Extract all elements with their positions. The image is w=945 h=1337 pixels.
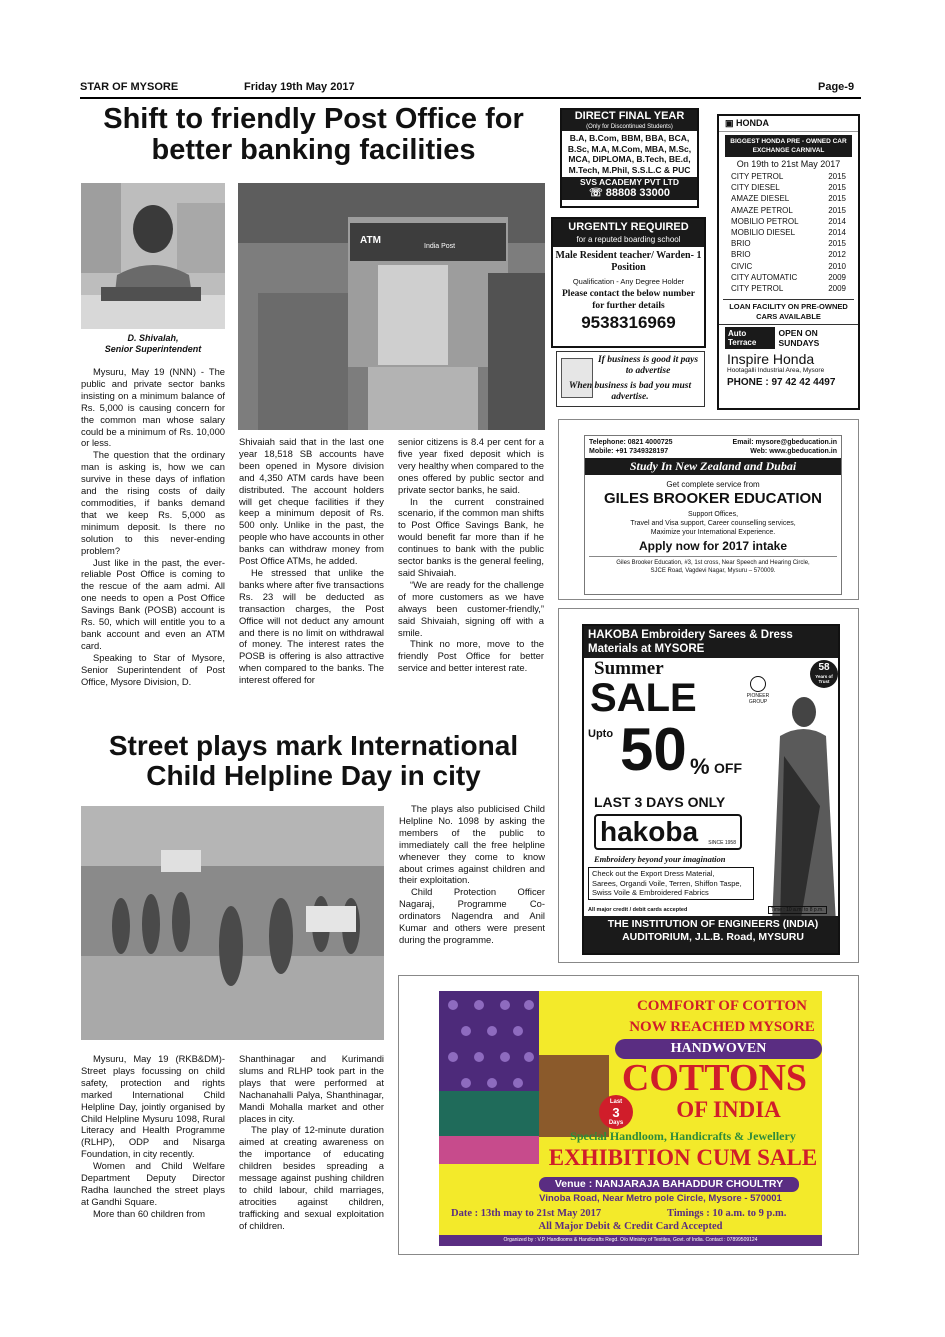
car-model: CITY DIESEL bbox=[731, 183, 780, 193]
giles-email: Email: mysore@gbeducation.in bbox=[732, 439, 837, 446]
ad-warden-contact: Please contact the below number for further details bbox=[562, 289, 695, 311]
article2-paragraph: More than 60 children from bbox=[93, 1207, 206, 1219]
honda-car-row bbox=[731, 193, 846, 204]
ad-warden-qualification: Qualification - Any Degree Holder bbox=[572, 277, 685, 286]
hakoba-years-badge bbox=[810, 660, 838, 688]
ad-svs-courses: B.A, B.Com, BBM, BBA, BCA, B.Sc, M.A, M.Com, MBA, M.Sc, MCA, DIPLOMA, B.Tech, BE.d, M.Tech, M.Phil, S.S.L.C & PUC bbox=[567, 133, 692, 175]
ad-cottons bbox=[398, 975, 859, 1255]
article1-headline-line1: Shift to friendly Post Office for bbox=[103, 103, 524, 135]
giles-support2: Travel and Visa support, Career counselling services, bbox=[630, 520, 796, 527]
honda-car-row bbox=[731, 272, 846, 283]
car-model: MOBILIO DIESEL bbox=[731, 228, 796, 238]
fabric-strip bbox=[439, 1136, 539, 1164]
hakoba-check-box bbox=[588, 867, 754, 900]
hakoba-percent-symbol: % bbox=[690, 754, 710, 779]
article2-headline bbox=[80, 731, 547, 791]
car-year: 2015 bbox=[828, 205, 846, 215]
ad-svs-title: DIRECT FINAL YEAR bbox=[562, 110, 697, 123]
article1-column-2 bbox=[239, 436, 384, 686]
portrait-caption-title: Senior Superintendent bbox=[104, 344, 202, 354]
cotton-cards: All Major Debit & Credit Card Accepted bbox=[538, 1221, 723, 1232]
cotton-last-days-badge bbox=[599, 1095, 633, 1129]
article1-paragraph: Speaking to Star of Mysore, Senior Superintendent of Post Office, Mysore Division, D. bbox=[81, 651, 225, 687]
hakoba-off: OFF bbox=[714, 760, 742, 776]
giles-inner-frame bbox=[584, 435, 842, 595]
car-model: MOBILIO PETROL bbox=[731, 216, 799, 226]
article2-headline-line1: Street plays mark International bbox=[108, 730, 519, 761]
car-year: 2009 bbox=[828, 284, 846, 294]
honda-car-row bbox=[731, 216, 846, 227]
giles-telephone: Telephone: 0821 4000725 bbox=[589, 439, 673, 446]
ad-giles-brooker bbox=[558, 419, 859, 600]
hakoba-cards: All major credit / debit cards accepted bbox=[588, 907, 688, 913]
ad-warden-phone: 9538316969 bbox=[581, 313, 676, 332]
cotton-last-number: 3 bbox=[612, 1105, 620, 1120]
honda-banner: BIGGEST HONDA PRE - OWNED CAR EXCHANGE CARNIVAL bbox=[725, 135, 852, 157]
article2-paragraph: Women and Child Welfare Department Deputy Director Radha launched the street plays at Gandhi Square. bbox=[81, 1160, 225, 1207]
car-year: 2015 bbox=[828, 172, 846, 181]
honda-car-row bbox=[731, 227, 846, 238]
ad-advertise-line1: If business is good it pays to advertise bbox=[597, 355, 699, 376]
honda-dates: On 19th to 21st May 2017 bbox=[736, 159, 841, 169]
giles-support3: Maximize your International Experience. bbox=[650, 529, 776, 536]
article2-paragraph: The plays also publicised Child Helpline No. 1098 by asking the members of the public to immediately call the free helpline whenever they come to know about crimes against children and their exploitation. bbox=[399, 803, 545, 886]
article2-paragraph: Shanthinagar and Kurimandi slums and RLHP took part in the plays that were performed at Nachanahalli Palya, Shanthinagar, Mandi Mohalla market and other places in city. bbox=[239, 1053, 384, 1124]
car-model: AMAZE PETROL bbox=[731, 205, 793, 215]
cotton-cottons: COTTONS bbox=[621, 1057, 808, 1099]
ad-honda bbox=[717, 114, 860, 410]
hakoba-last-days: LAST 3 DAYS ONLY bbox=[594, 794, 726, 810]
car-year: 2009 bbox=[828, 272, 846, 282]
ad-svs-subtitle: (Only for Discontinued Students) bbox=[562, 123, 697, 131]
honda-dealer: Inspire Honda bbox=[727, 351, 815, 368]
ad-warden-role: Male Resident teacher/ Warden- 1 Position bbox=[555, 250, 702, 273]
giles-mobile: Mobile: +91 7349328197 bbox=[589, 448, 669, 455]
honda-car-list bbox=[719, 171, 858, 294]
car-year: 2012 bbox=[828, 250, 846, 260]
ad-hakoba bbox=[558, 608, 859, 963]
honda-car-row bbox=[731, 283, 846, 294]
cotton-line1: COMFORT OF COTTON bbox=[636, 998, 808, 1014]
hakoba-check-line: Swiss Voile & Embroidered Fabrics bbox=[592, 888, 709, 897]
paper-name: STAR OF MYSORE bbox=[80, 81, 179, 93]
article2-column-2 bbox=[239, 1053, 384, 1232]
article2-paragraph: The play of 12-minute duration aimed at creating awareness on the importance of educating children besides spreading a message against pushing children to child labour, child marriages, atrocities against children, trafficking and sexual exploitation of children. bbox=[239, 1124, 384, 1231]
cotton-handwoven: HANDWOVEN bbox=[615, 1039, 822, 1059]
car-year: 2015 bbox=[828, 183, 846, 193]
cotton-special: Special Handloom, Handicrafts & Jewellery bbox=[570, 1129, 796, 1143]
honda-car-row bbox=[731, 238, 846, 249]
article1-column-3 bbox=[398, 436, 544, 674]
model-photo bbox=[760, 686, 840, 924]
giles-contact-row-2 bbox=[585, 447, 841, 458]
portrait-caption bbox=[81, 333, 225, 355]
hakoba-percent: 50 bbox=[620, 716, 687, 783]
cotton-days-text: Days bbox=[608, 1120, 624, 1126]
fabric-photo bbox=[439, 991, 539, 1136]
ad-svs-academy-name: SVS ACADEMY PVT LTD bbox=[562, 177, 697, 187]
article1-paragraph: Just like in the past, the ever-reliable Post Office is coming to the rescue of the aam admi. All one needs to open a Post Office Savings Bank (POSB) account is Rs. 50, which will entitle you to a bank account and even an ATM card. bbox=[81, 556, 225, 651]
article1-paragraph: Mysuru, May 19 (NNN) - The public and private sector banks insisting on a minimum balance of Rs. 5,000 is causing concern for the common man whose salary could be a minimum of Rs. 10,000 or less. bbox=[81, 366, 225, 449]
hakoba-time: Time : 10 a.m. to 8 p.m. bbox=[768, 906, 827, 914]
hakoba-inner-frame bbox=[582, 624, 840, 955]
cotton-date: Date : 13th may to 21st May 2017 bbox=[451, 1208, 602, 1219]
hakoba-summer: Summer bbox=[594, 658, 664, 679]
car-model: BRIO bbox=[731, 239, 751, 249]
ad-warden-title: URGENTLY REQUIRED bbox=[553, 219, 704, 234]
ad-advertise bbox=[556, 351, 705, 407]
cotton-venue: Venue : NANJARAJA BAHADDUR CHOULTRY bbox=[539, 1177, 799, 1192]
car-year: 2014 bbox=[828, 216, 846, 226]
car-model: CITY AUTOMATIC bbox=[731, 272, 798, 282]
hakoba-brand: hakoba bbox=[600, 816, 699, 847]
pioneer-text: PIONEER GROUP bbox=[746, 693, 770, 705]
car-model: CITY PETROL bbox=[731, 284, 784, 294]
honda-car-row bbox=[731, 261, 846, 272]
page-number: Page-9 bbox=[818, 81, 855, 93]
article1-paragraph: Think no more, move to the friendly Post Office for better service and better interest rate. bbox=[398, 638, 544, 674]
article1-paragraph: senior citizens is 8.4 per cent for a five year fixed deposit which is very healthy when compared to the ones offered by public sector and private sector banks, he said. bbox=[398, 436, 544, 495]
honda-open: OPEN ON SUNDAYS bbox=[778, 328, 820, 349]
ad-warden-subtitle: for a reputed boarding school bbox=[553, 234, 704, 247]
header-rule bbox=[80, 97, 861, 99]
hakoba-title2: Materials at MYSORE bbox=[584, 642, 838, 658]
honda-car-row bbox=[731, 205, 846, 216]
article2-paragraph: Child Protection Officer Nagaraj, Programme Co-ordinators Nagendra and Anil Kumar and others were present during the programme. bbox=[399, 886, 545, 945]
giles-banner: Study In New Zealand and Dubai bbox=[585, 458, 841, 475]
portrait-photo bbox=[81, 183, 225, 329]
honda-car-row bbox=[731, 249, 846, 260]
hakoba-check-line: Sarees, Organdi Voile, Terren, Shiffon Taspe, bbox=[592, 878, 742, 888]
portrait-caption-name: D. Shivalah, bbox=[127, 333, 179, 343]
hakoba-years-text: Years of Trust bbox=[815, 674, 833, 684]
hakoba-years-number: 58 bbox=[818, 662, 830, 673]
issue-date: Friday 19th May 2017 bbox=[244, 81, 355, 93]
hakoba-title1: HAKOBA Embroidery Sarees & Dress bbox=[584, 626, 838, 642]
hakoba-check-line: Check out the Export Dress Material, bbox=[592, 869, 715, 878]
giles-address2: SJCE Road, Vagdevi Nagar, Mysuru – 570009. bbox=[650, 568, 776, 574]
article1-paragraph: “We are ready for the challenge of more customers as we have always been customer-friendly,” said Shivaiah, signing off with a smile. bbox=[398, 578, 544, 638]
cotton-exhibition: EXHIBITION CUM SALE bbox=[548, 1145, 818, 1170]
article2-paragraph: Mysuru, May 19 (RKB&DM)- Street plays focussing on child safety, protection and rights marked International Child Helpline Day, jointly organised by Child Helpline Mysuru 1098, Rural Literacy and Health Programme (RLHP), ODP and Nisarga Foundation, in city recently. bbox=[81, 1053, 225, 1160]
honda-brand: HONDA bbox=[736, 118, 770, 128]
car-year: 2015 bbox=[828, 239, 846, 249]
article1-paragraph: He stressed that unlike the banks where after five transactions Rs. 23 will be deducted as transaction charges, the Post Office will not deduct any amount and there is no limit on withdrawal of money. The interest rates the POSB is offering is also attractive when compared to the banks. The interest offered for bbox=[239, 566, 384, 686]
honda-open-row bbox=[719, 324, 858, 351]
article2-headline-line2: Child Helpline Day in city bbox=[146, 760, 481, 792]
giles-name: GILES BROOKER EDUCATION bbox=[603, 490, 823, 507]
article2-right-column bbox=[399, 803, 545, 946]
honda-address: Hootagalli Industrial Area, Mysore bbox=[727, 367, 825, 375]
honda-loan: LOAN FACILITY ON PRE-OWNED CARS AVAILABLE bbox=[723, 299, 854, 322]
giles-contact-row-1 bbox=[585, 436, 841, 447]
ad-svs-phone-number: 88808 33000 bbox=[605, 187, 671, 199]
cotton-inner bbox=[439, 991, 822, 1246]
ad-advertise-line2: When business is bad you must advertise. bbox=[568, 381, 692, 402]
article1-headline-line2: better banking facilities bbox=[151, 134, 476, 167]
honda-car-row bbox=[731, 182, 846, 193]
car-year: 2010 bbox=[828, 261, 846, 271]
honda-logo: ▣ HONDA bbox=[719, 116, 858, 132]
hakoba-logo bbox=[594, 814, 742, 850]
giles-web: Web: www.gbeducation.in bbox=[750, 448, 837, 455]
atm-sign-sublabel: India Post bbox=[424, 243, 456, 250]
hakoba-venue1: THE INSTITUTION OF ENGINEERS (INDIA) bbox=[584, 916, 840, 931]
article1-paragraph: The question that the ordinary man is asking is, how we can survive in these days of inflation and the rising costs of daily commodities, if banks demand that we keep Rs. 5,000 as minimum deposit. Is there no solution to this never-ending problem? bbox=[81, 449, 225, 556]
cotton-line2: NOW REACHED MYSORE bbox=[629, 1019, 815, 1035]
article2-column-1 bbox=[81, 1053, 225, 1220]
honda-car-row bbox=[731, 171, 846, 182]
cotton-road: Vinoba Road, Near Metro pole Circle, Mysore - 570001 bbox=[539, 1193, 782, 1204]
hakoba-upto: Upto bbox=[588, 728, 614, 740]
cotton-organized: Organized by : V.P. Handlooms & Handicrafts Regd. O/o Ministry of Textiles, Govt. of India. Contact : 07899509124 bbox=[439, 1235, 822, 1246]
atm-sign-label: ATM bbox=[360, 235, 381, 246]
giles-get: Get complete service from bbox=[666, 480, 760, 489]
hakoba-tagline: Embroidery beyond your imagination bbox=[594, 854, 726, 864]
car-year: 2015 bbox=[828, 194, 846, 204]
auto-terrace-logo: Auto Terrace bbox=[725, 327, 775, 349]
hakoba-venue2: AUDITORIUM, J.L.B. Road, MYSURU bbox=[584, 931, 840, 955]
car-model: CIVIC bbox=[731, 261, 753, 271]
article1-column-1 bbox=[81, 366, 225, 687]
honda-phone: PHONE : 97 42 42 4497 bbox=[727, 377, 836, 389]
article1-paragraph: In the current constrained scenario, if the common man shifts to Post Office Savings Bank, he would benefit far more than if he continues to bank with the public sector banks is the general feeling, said Shivaiah. bbox=[398, 495, 544, 578]
article1-paragraph: Shivaiah said that in the last one year 18,518 SB accounts have been opened in Mysore division and 4,350 ATM cards have been distributed. The account holders will get cheque facilities if they keep a minimum deposit of Rs. 500 only. Unlike in the past, the people who have accounts in other banks can withdraw money from Post Office ATMs, he added. bbox=[239, 436, 384, 567]
cotton-of-india: OF INDIA bbox=[676, 1097, 781, 1122]
ad-warden bbox=[551, 217, 706, 348]
atm-photo bbox=[238, 183, 545, 430]
ad-svs-phone: ☏ 88808 33000 bbox=[562, 187, 697, 200]
ad-svs-academy bbox=[560, 108, 699, 208]
cotton-timings: Timings : 10 a.m. to 9 p.m. bbox=[667, 1208, 787, 1219]
car-model: BRIO bbox=[731, 250, 751, 260]
hakoba-sale: SALE bbox=[590, 676, 697, 720]
hakoba-since: SINCE 1958 bbox=[708, 840, 736, 846]
article1-headline bbox=[80, 104, 547, 167]
giles-apply: Apply now for 2017 intake bbox=[638, 539, 788, 553]
giles-address1: Giles Brooker Education, #3, 1st cross, Near Speech and Hearing Circle, bbox=[616, 560, 810, 566]
car-year: 2014 bbox=[828, 228, 846, 238]
car-model: AMAZE DIESEL bbox=[731, 194, 790, 204]
street-play-photo bbox=[81, 806, 384, 1040]
giles-support1: Support Offices, bbox=[687, 511, 739, 518]
cotton-last-text: Last bbox=[609, 1099, 623, 1105]
car-model: CITY PETROL bbox=[731, 172, 784, 181]
